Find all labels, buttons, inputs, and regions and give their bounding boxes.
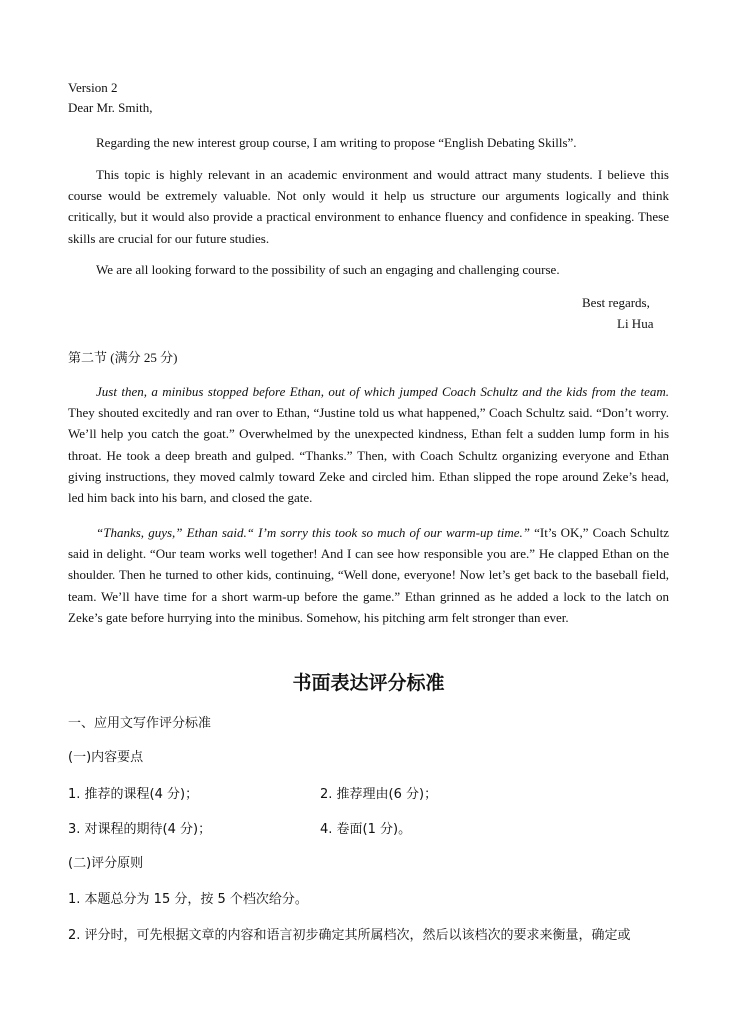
story-paragraph-2-text: “It’s OK,” Coach Schultz said in delight. “Our team works well together! And I can see how responsible you are.” He clapped Ethan on the shoulder. Then he turned to other kids, continuing, “Well done, everyone! Now let’s get back to the baseball field, team. We’ll have time for a short warm-up before the game.” Ethan grinned as he added a lock to the latch on Zeke’s gate before hurrying into the minibus. Somehow, his pitching arm felt stronger than ever. bbox=[68, 525, 669, 625]
content-points-heading: (一)内容要点 bbox=[68, 750, 144, 765]
principle-rule-2: 2. 评分时，可先根据文章的内容和语言初步确定其所属档次，然后以该档次的要求来衡量，确定或 bbox=[68, 928, 631, 943]
story-paragraph-1 bbox=[68, 381, 669, 508]
principles-heading: (二)评分原则 bbox=[68, 856, 144, 871]
letter-paragraph-1: Regarding the new interest group course, I am writing to propose “English Debating Skills”. bbox=[96, 135, 577, 150]
letter-paragraph-2: This topic is highly relevant in an academic environment and would attract many students. I believe this course would be extremely valuable. Not only would it help us structure our arguments logically and think critically, but it would also provide a practical environment to enhance fluency and confidence in speaking. These skills are crucial for our future studies. bbox=[68, 167, 669, 246]
version-label: Version 2 bbox=[68, 80, 118, 95]
letter-greeting: Dear Mr. Smith, bbox=[68, 100, 153, 115]
story-paragraph-1-text: They shouted excitedly and ran over to Ethan, “Justine told us what happened,” Coach Schultz said. “Don’t worry. We’ll help you catch the goat.” Overwhelmed by the unexpected kindness, Ethan felt a sudden lump form in his throat. He took a deep breath and gulped. “Thanks.” Then, with Coach Schultz organizing everyone and Ethan giving instructions, they moved calmly toward Zeke and circled him. Ethan slipped the rope around Zeke’s head, led him back into his barn, and closed the gate. bbox=[68, 405, 669, 506]
content-point-1: 1. 推荐的课程(4 分)； bbox=[68, 787, 199, 802]
criteria-part1-heading: 一、应用文写作评分标准 bbox=[68, 716, 212, 731]
story-paragraph-2-italic: “Thanks, guys,” Ethan said.“ I’m sorry this took so much of our warm-up time.” bbox=[96, 525, 530, 540]
section2-heading: 第二节 (满分 25 分) bbox=[68, 350, 178, 365]
story-paragraph-1-italic: Just then, a minibus stopped before Ethan, out of which jumped Coach Schultz and the kids from the team. bbox=[96, 384, 669, 399]
content-point-2: 2. 推荐理由(6 分)； bbox=[320, 787, 438, 802]
letter-paragraph-3: We are all looking forward to the possibility of such an engaging and challenging course. bbox=[96, 262, 560, 277]
letter-signature: Li Hua bbox=[617, 316, 654, 331]
criteria-title: 书面表达评分标准 bbox=[292, 672, 445, 694]
story-paragraph-2 bbox=[68, 522, 669, 628]
letter-closing: Best regards, bbox=[582, 295, 650, 310]
content-point-4: 4. 卷面(1 分)。 bbox=[320, 822, 412, 837]
principle-rule-1: 1. 本题总分为 15 分，按 5 个档次给分。 bbox=[68, 892, 308, 907]
content-point-3: 3. 对课程的期待(4 分)； bbox=[68, 822, 212, 837]
